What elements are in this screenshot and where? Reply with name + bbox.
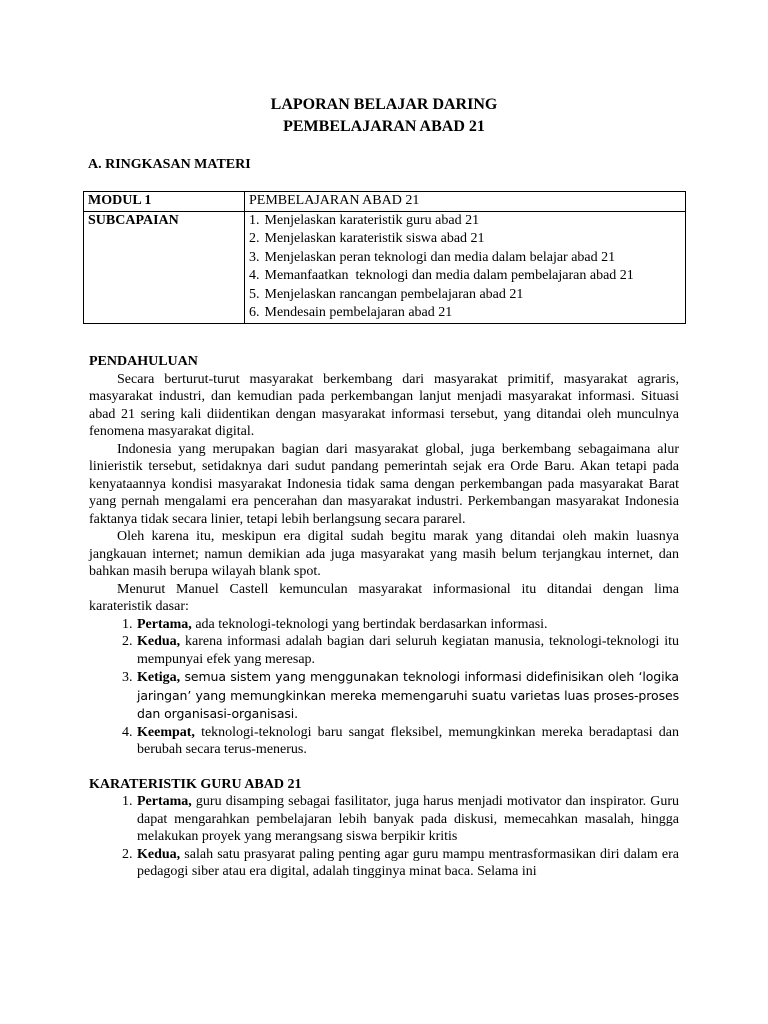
item-text: Menjelaskan karateristik guru abad 21: [264, 212, 480, 228]
list-item-text: guru disamping sebagai fasilitator, juga harus menjadi motivator dan inspirator. Guru dapat mengarahkan pembelajaran lebih banyak pada diskusi, memecahkan masalah, hingga melakukan proyek yang merangsang siswa berpikir kritis: [137, 794, 679, 844]
list-item-lead: Kedua,: [137, 846, 181, 862]
list-item: [136, 633, 679, 668]
subcapaian-item: [249, 212, 681, 231]
list-item-text: teknologi-teknologi baru sangat fleksibel, memungkinkan mereka beradaptasi dan berubah secara terus-menerus.: [137, 724, 679, 757]
list-item: [136, 724, 679, 759]
document-body: [89, 353, 679, 881]
subcapaian-item: [249, 286, 681, 305]
list-item-lead: Pertama,: [137, 794, 192, 809]
list-item-text: salah satu prasyarat paling penting agar guru mampu mentrasformasikan diri dalam era pedagogi siber atau era digital, adalah tingginya minat baca. Selama ini: [137, 846, 679, 879]
module-table: [83, 191, 686, 324]
castell-list: [89, 616, 679, 759]
item-number: 1.: [249, 212, 260, 228]
list-item-lead: Ketiga,: [137, 670, 181, 685]
item-text: Mendesain pembelajaran abad 21: [264, 305, 453, 320]
subcapaian-list: [245, 211, 686, 323]
list-item-lead: Keempat,: [137, 724, 195, 740]
item-number: 2.: [249, 231, 260, 246]
subcapaian-label: SUBCAPAIAN: [84, 211, 245, 323]
module-row: [84, 192, 686, 212]
paragraph: Menurut Manuel Castell kemunculan masyarakat informasional itu ditandai dengan lima karateristik dasar:: [89, 581, 679, 614]
item-text: Menjelaskan karateristik siswa abad 21: [264, 231, 485, 246]
subcapaian-item: [249, 249, 681, 268]
list-item-text: ada teknologi-teknologi yang bertindak berdasarkan informasi.: [191, 616, 548, 632]
paragraph: Oleh karena itu, meskipun era digital sudah begitu marak yang ditandai oleh makin luasnya jangkauan internet; namun demikian ada juga masyarakat yang masih belum terjangkau internet, dan bahkan masih berupa wilayah blank spot.: [89, 529, 679, 579]
item-number: 3.: [249, 249, 260, 265]
module-label: MODUL 1: [84, 192, 245, 212]
list-item: [136, 668, 679, 724]
module-value: PEMBELAJARAN ABAD 21: [245, 192, 686, 212]
guru-list: [89, 793, 679, 881]
subcapaian-item: [249, 267, 681, 286]
list-item: [136, 616, 679, 634]
subcapaian-item: [249, 230, 681, 249]
list-item-lead: Kedua,: [137, 634, 181, 649]
item-text: Menjelaskan peran teknologi dan media dalam belajar abad 21: [264, 249, 616, 265]
item-number: 4.: [249, 268, 260, 283]
subcapaian-item: [249, 304, 681, 323]
list-item: [136, 846, 679, 881]
paragraph: Secara berturut-turut masyarakat berkembang dari masyarakat primitif, masyarakat agraris, masyarakat industri, dan kemudian pada perkembangan lanjut menjadi masyarakat informasi. Situasi abad 21 sering kali diidentikan dengan masyarakat informasi tersebut, yang ditandai oleh munculnya fenomena masyarakat digital.: [89, 371, 679, 439]
document-title: [0, 94, 768, 138]
item-text: Menjelaskan rancangan pembelajaran abad 21: [264, 286, 524, 302]
title-line-1: LAPORAN BELAJAR DARING: [270, 96, 498, 113]
item-text: Memanfaatkan teknologi dan media dalam pembelajaran abad 21: [264, 268, 634, 283]
paragraph: Indonesia yang merupakan bagian dari masyarakat global, juga berkembang sebagaimana alur linieristik tersebut, setidaknya dari sudut pandang pemerintah sejak era Orde Baru. Akan tetapi pada kenyataannya kondisi masyarakat Indonesia tidak sama dengan perkembangan pada masyarakat Barat yang pernah mengalami era pencerahan dan masyarakat industri. Perkembangan masyarakat Indonesia faktanya tidak secara linier, tetapi lebih berlangsung secara pararel.: [89, 441, 679, 527]
section-a-heading: A. RINGKASAN MATERI: [88, 157, 251, 172]
pendahuluan-heading: PENDAHULUAN: [89, 354, 198, 369]
title-line-2: PEMBELAJARAN ABAD 21: [283, 118, 485, 135]
karateristik-guru-heading: KARATERISTIK GURU ABAD 21: [89, 776, 302, 792]
subcapaian-row: [84, 211, 686, 323]
list-item-lead: Pertama,: [137, 616, 192, 632]
list-item-text: karena informasi adalah bagian dari seluruh kegiatan manusia, teknologi-teknologi itu mempunyai efek yang meresap.: [137, 634, 679, 667]
list-item-text: semua sistem yang menggunakan teknologi informasi didefinisikan oleh ‘logika jaringan’ yang memungkinkan mereka memengaruhi suatu varietas luas proses-proses dan organisasi-organisasi.: [137, 669, 679, 721]
list-item: [136, 793, 679, 846]
spacer: [89, 759, 679, 776]
item-number: 5.: [249, 286, 260, 302]
item-number: 6.: [249, 305, 260, 320]
